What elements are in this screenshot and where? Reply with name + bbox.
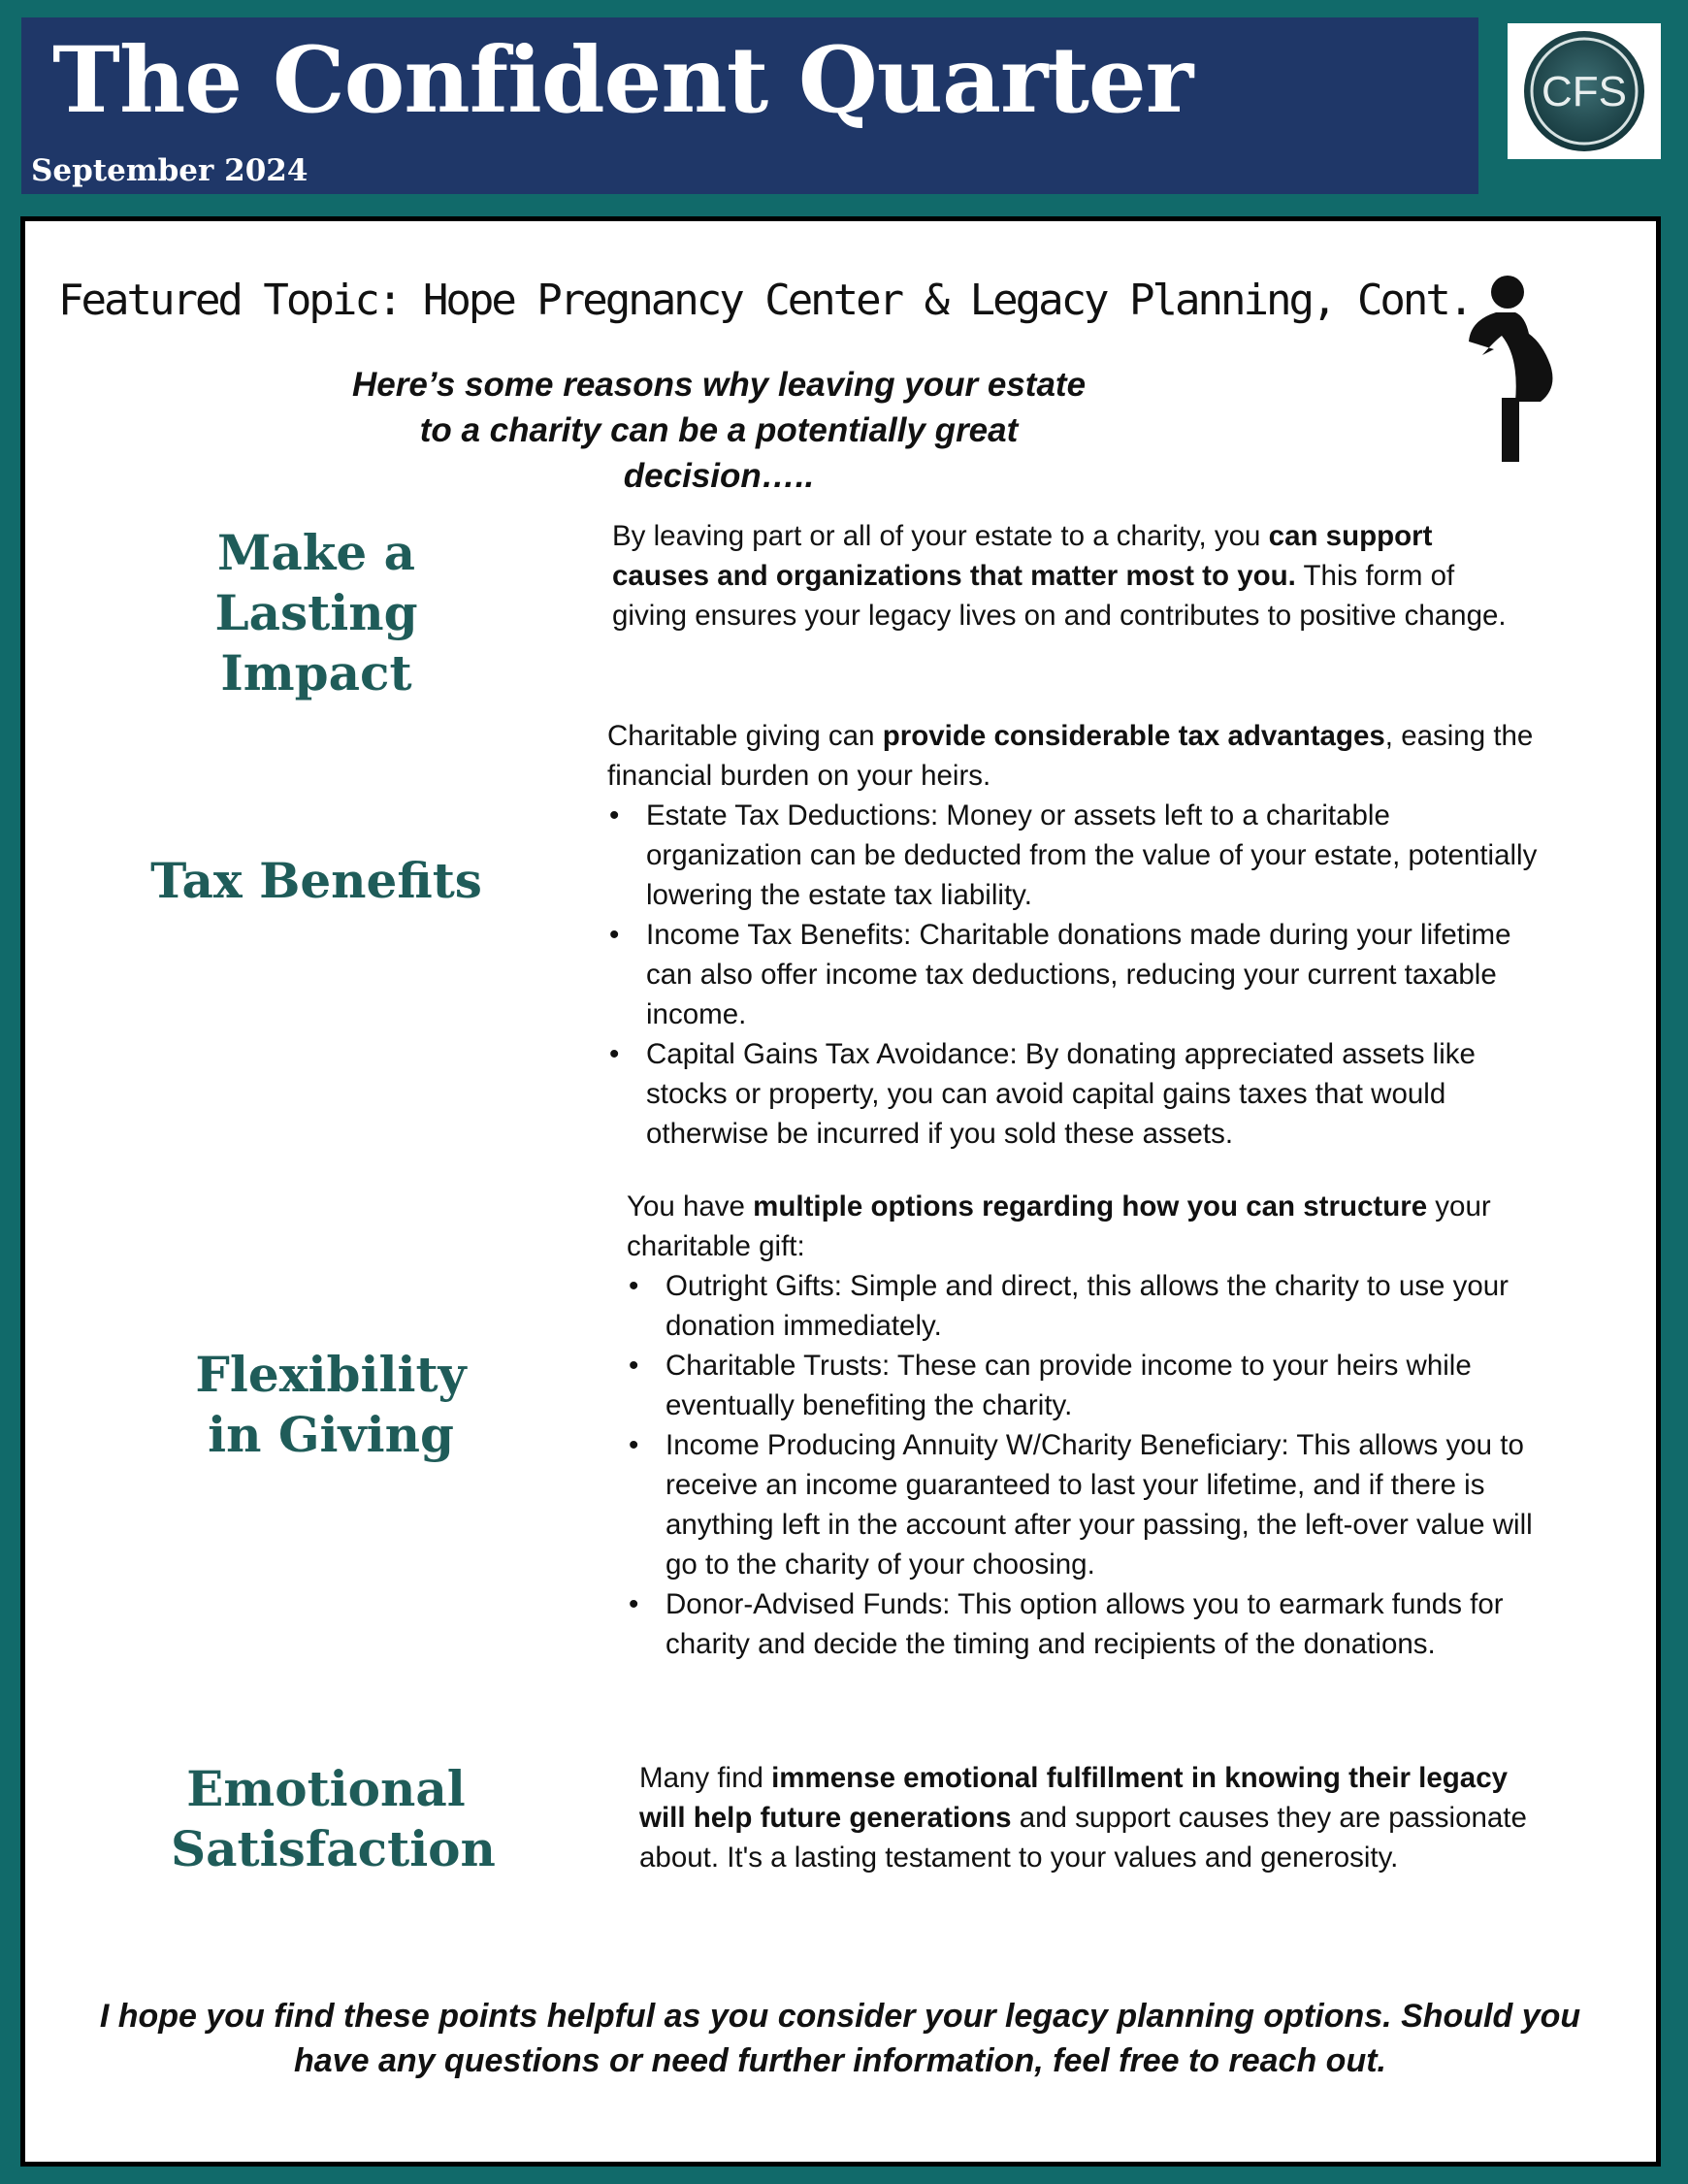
text-after: and support causes they are passionate about. It's a lasting testament to your values and generosity. bbox=[639, 1802, 1527, 1874]
list-item: • Estate Tax Deductions: Money or assets left to a charitable organization can be deducted from the value of your estate, potentially lowering the estate tax liability. bbox=[607, 796, 1539, 915]
list-item: • Charitable Trusts: These can provide income to your heirs while eventually benefiting the charity. bbox=[627, 1346, 1558, 1425]
content-panel bbox=[20, 216, 1661, 2167]
text-after: your charitable gift: bbox=[627, 1190, 1491, 1262]
heading-emotional-satisfaction: Emotional Satisfaction bbox=[171, 1760, 496, 1877]
heading-lasting-impact: Make a Lasting Impact bbox=[214, 524, 418, 701]
text-bold: immense emotional fulfillment in knowing their legacy will help future generations bbox=[639, 1762, 1509, 1834]
giving-options-list bbox=[627, 1266, 1558, 1664]
section-text bbox=[612, 516, 1524, 636]
heading-flexibility-in-giving: Flexibility in Giving bbox=[195, 1346, 467, 1463]
intro-text: Here’s some reasons why leaving your estate to a charity can be a potentially great decision….. bbox=[351, 366, 1087, 495]
text-before: You have bbox=[627, 1190, 754, 1222]
issue-date: September 2024 bbox=[31, 153, 308, 188]
text-bold: multiple options regarding how you can structure bbox=[753, 1190, 1428, 1222]
text-bold: can support causes and organizations that matter most to you. bbox=[612, 520, 1433, 592]
section-tax-benefits-body bbox=[607, 716, 1539, 1154]
text-before: Charitable giving can bbox=[607, 720, 883, 752]
text-bold: provide considerable tax advantages bbox=[882, 720, 1385, 752]
heading-tax-benefits: Tax Benefits bbox=[150, 852, 482, 909]
closing-note: I hope you find these points helpful as you consider your legacy planning options. Should you have any questions or need further information, feel free to reach out. bbox=[99, 1998, 1581, 2079]
list-item: • Capital Gains Tax Avoidance: By donating appreciated assets like stocks or property, you can avoid capital gains taxes that would otherwise be incurred if you sold these assets. bbox=[607, 1034, 1539, 1154]
svg-text:CFS: CFS bbox=[1542, 68, 1627, 115]
header-bar bbox=[21, 17, 1478, 194]
pregnant-woman-icon bbox=[1461, 274, 1577, 468]
section-text bbox=[627, 1187, 1558, 1266]
featured-topic: Featured Topic: Hope Pregnancy Center & Legacy Planning, Cont. bbox=[58, 276, 1472, 325]
text-before: By leaving part or all of your estate to a charity, you bbox=[612, 520, 1269, 552]
list-item: • Donor-Advised Funds: This option allows you to earmark funds for charity and decide the timing and recipients of the donations. bbox=[627, 1584, 1558, 1664]
cfs-logo-icon bbox=[1521, 28, 1647, 154]
section-lasting-impact-body bbox=[612, 516, 1524, 636]
text-after: This form of giving ensures your legacy lives on and contributes to positive change. bbox=[612, 560, 1507, 632]
cfs-logo bbox=[1508, 23, 1661, 159]
list-item: • Income Producing Annuity W/Charity Beneficiary: This allows you to receive an income guaranteed to last your lifetime, and if there is anything left in the account after your passing, the left-over value will go to the charity of your choosing. bbox=[627, 1425, 1558, 1584]
text-after: , easing the financial burden on your heirs. bbox=[607, 720, 1534, 792]
text-before: Many find bbox=[639, 1762, 772, 1794]
section-flexibility-body bbox=[627, 1187, 1558, 1664]
list-item: • Outright Gifts: Simple and direct, this allows the charity to use your donation immediately. bbox=[627, 1266, 1558, 1346]
newsletter-title: The Confident Quarter bbox=[52, 27, 1193, 134]
section-emotional-body bbox=[639, 1758, 1551, 1877]
list-item: • Income Tax Benefits: Charitable donations made during your lifetime can also offer income tax deductions, reducing your current taxable income. bbox=[607, 915, 1539, 1034]
tax-benefit-list bbox=[607, 796, 1539, 1154]
section-text bbox=[607, 716, 1539, 796]
section-text bbox=[639, 1758, 1551, 1877]
